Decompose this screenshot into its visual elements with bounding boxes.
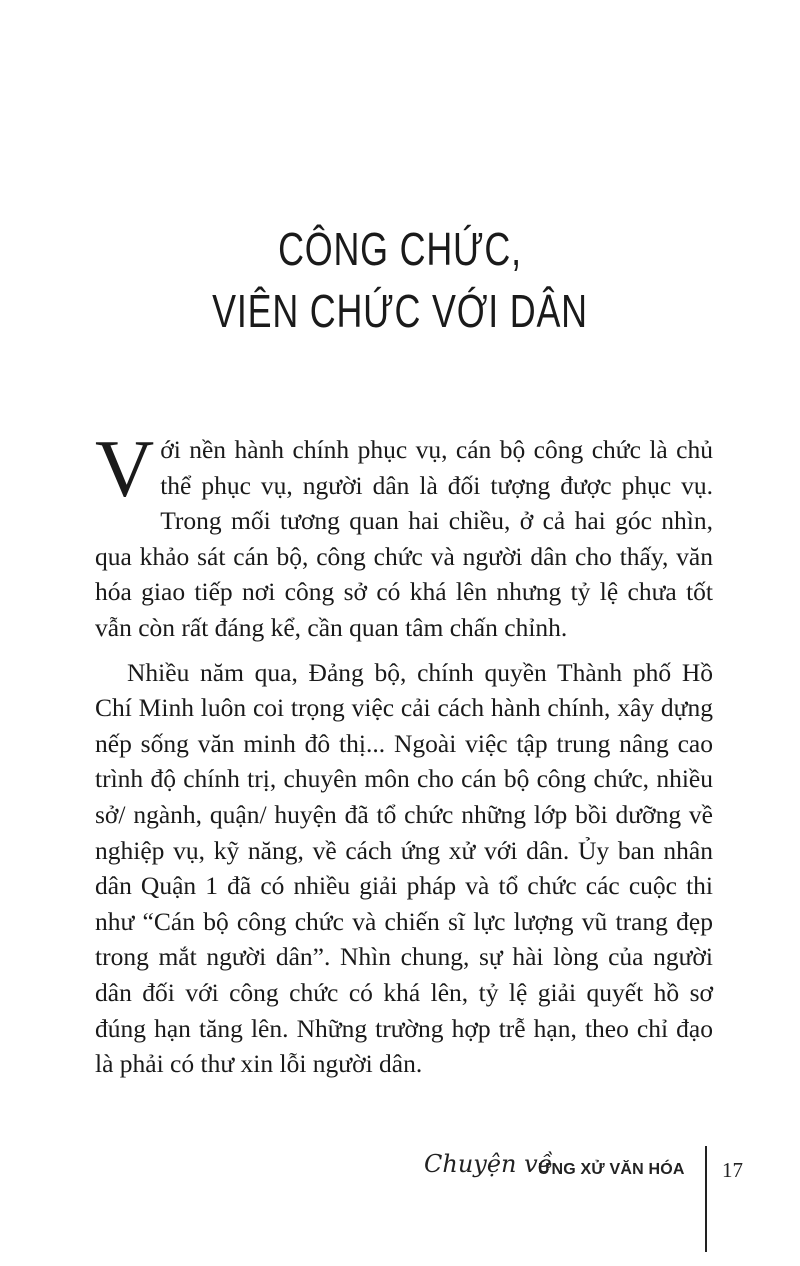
paragraph-2: Nhiều năm qua, Đảng bộ, chính quyền Thành phố Hồ Chí Minh luôn coi trọng việc cải cách hành chính, xây dựng nếp sống văn minh đô thị... Ngoài việc tập trung nâng cao trình độ chính trị, chuyên môn cho cán bộ công chức, nhiều sở/ ngành, quận/ huyện đã tổ chức những lớp bồi dưỡng về nghiệp vụ, kỹ năng, về cách ứng xử với dân. Ủy ban nhân dân Quận 1 đã có nhiều giải pháp và tổ chức các cuộc thi như “Cán bộ công chức và chiến sĩ lực lượng vũ trang đẹp trong mắt người dân”. Nhìn chung, sự hài lòng của người dân đối với công chức có khá lên, tỷ lệ giải quyết hồ sơ đúng hạn tăng lên. Những trường hợp trễ hạn, theo chỉ đạo là phải có thư xin lỗi người dân.: [95, 657, 713, 1079]
chapter-title: [88, 218, 712, 342]
page-number: 17: [722, 1158, 743, 1182]
chapter-title-line-1: CÔNG CHỨC,: [278, 223, 522, 275]
chapter-title-line-2: VIÊN CHỨC VỚI DÂN: [212, 285, 588, 337]
body-text: [95, 423, 713, 1091]
running-title-caps: ỨNG XỬ VĂN HÓA: [538, 1161, 685, 1178]
paragraph-1-text: ới nền hành chính phục vụ, cán bộ công chức là chủ thể phục vụ, người dân là đối tượng được phục vụ. Trong mối tương quan hai chiều, ở cả hai góc nhìn, qua khảo sát cán bộ, công chức và người dân cho thấy, văn hóa giao tiếp nơi công sở có khá lên nhưng tỷ lệ chưa tốt vẫn còn rất đáng kể, cần quan tâm chấn chỉnh.: [95, 435, 713, 642]
drop-cap: V: [95, 423, 155, 514]
footer-divider: [705, 1146, 707, 1252]
running-title-script: Chuyện về: [424, 1150, 553, 1178]
paragraph-1: [95, 423, 713, 646]
